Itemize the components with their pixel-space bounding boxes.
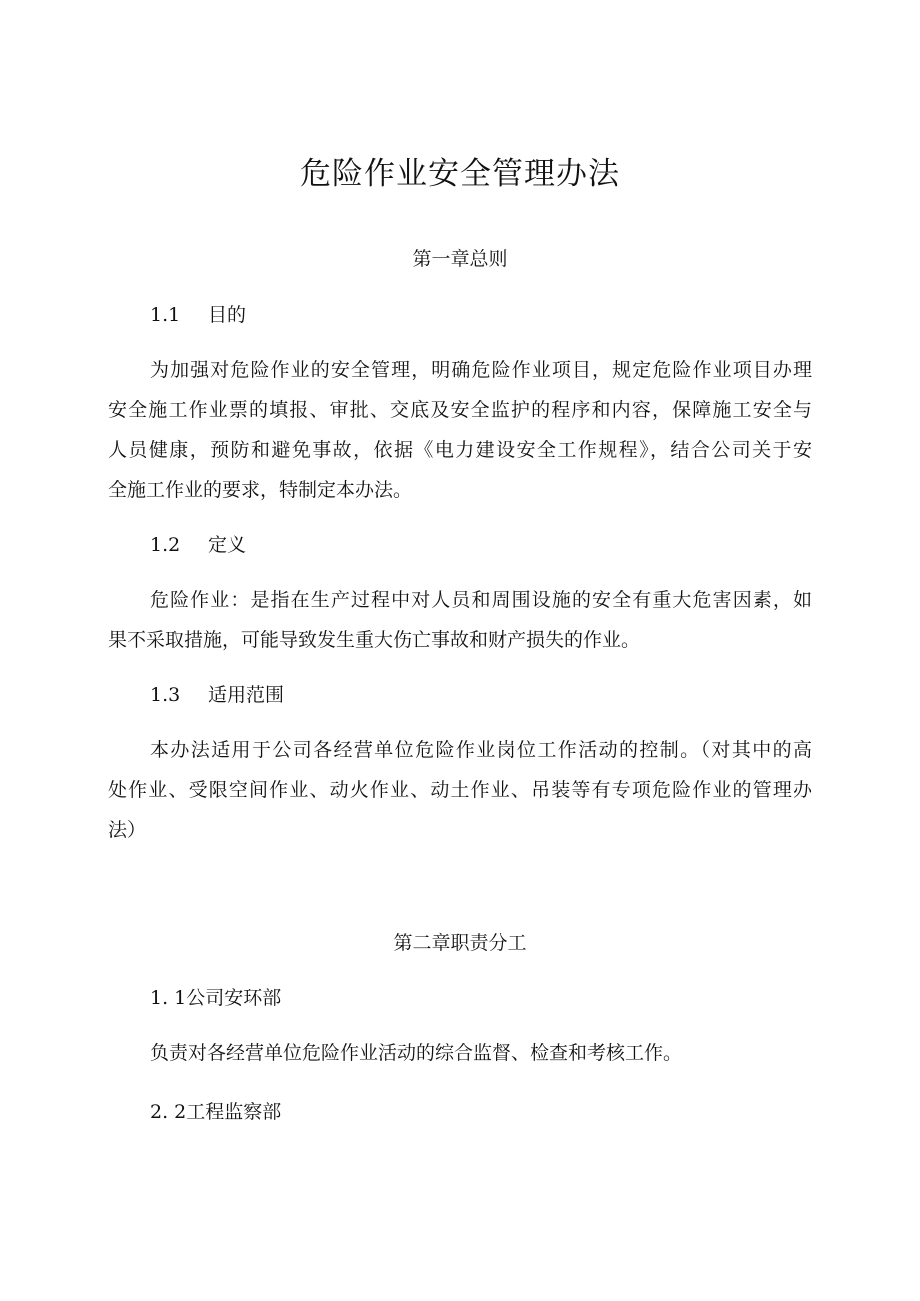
section-number: 1.3 [150,684,181,706]
paragraph-line: 危险作业：是指在生产过程中对人员和周围设施的安全有重大危害因素，如 [150,589,812,611]
paragraph-line: 处作业、受限空间作业、动火作业、动土作业、吊装等有专项危险作业的管理办 [108,779,812,801]
chapter-1-heading: 第一章总则 [412,248,508,270]
section-1-3-heading [150,680,284,710]
paragraph-line: 为加强对危险作业的安全管理，明确危险作业项目，规定危险作业项目办理 [150,359,812,381]
section-number: 1.1 [150,304,181,326]
section-1-1-paragraph [108,350,812,510]
document-title: 危险作业安全管理办法 [300,156,620,192]
section-1-2-heading [150,530,246,560]
section-2-2-heading: 2. 2工程监察部 [150,1101,282,1123]
paragraph-line: 法） [108,819,147,841]
section-2-1-heading: 1. 1公司安环部 [150,987,282,1009]
paragraph-line: 负责对各经营单位危险作业活动的综合监督、检查和考核工作。 [150,1042,683,1064]
section-label: 适用范围 [208,684,285,706]
paragraph-line: 本办法适用于公司各经营单位危险作业岗位工作活动的控制。（对其中的高 [150,739,812,761]
paragraph-line: 人员健康，预防和避免事故，依据《电力建设安全工作规程》，结合公司关于安 [108,439,812,461]
section-label: 定义 [208,534,247,556]
section-2-1-paragraph [108,1033,812,1073]
section-label: 目的 [208,304,247,326]
chapter-2-heading: 第二章职责分工 [393,932,527,954]
paragraph-line: 全施工作业的要求，特制定本办法。 [108,479,413,501]
section-1-3-paragraph [108,730,812,850]
section-number: 1.2 [150,534,181,556]
section-1-1-heading [150,300,246,330]
paragraph-line: 果不采取措施，可能导致发生重大伤亡事故和财产损失的作业。 [108,629,641,651]
section-1-2-paragraph [108,580,812,660]
paragraph-line: 安全施工作业票的填报、审批、交底及安全监护的程序和内容，保障施工安全与 [108,399,812,421]
